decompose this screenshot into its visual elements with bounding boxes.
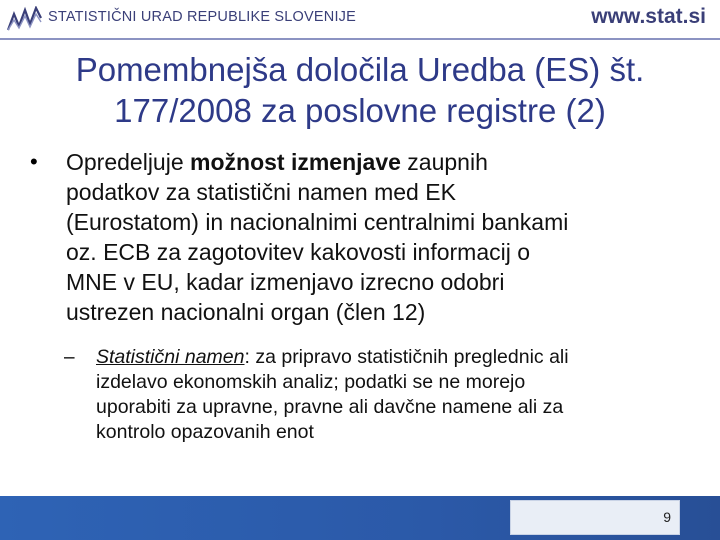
sub-bullet-rest: : za pripravo statističnih preglednic ali — [244, 346, 569, 368]
bullet-line: podatkov za statistični namen med EK — [66, 179, 456, 205]
sub-bullet-line: kontrolo opazovanih enot — [96, 421, 314, 443]
sub-bullet-marker: – — [64, 347, 75, 368]
sub-bullet-line — [96, 345, 702, 370]
bullet-line — [66, 147, 698, 177]
title-line: Pomembnejša določila Uredba (ES) št. — [75, 51, 645, 88]
bullet-prefix: Opredeljuje — [66, 149, 191, 175]
bullet-marker: • — [30, 149, 38, 174]
site-url[interactable]: www.stat.si — [591, 5, 706, 28]
page-number: 9 — [663, 509, 671, 525]
slide-header — [0, 0, 720, 38]
bullet-line: (Eurostatom) in nacionalnimi centralnimi bankami — [66, 209, 569, 235]
bullet-line: MNE v EU, kadar izmenjavo izrecno odobri — [66, 269, 505, 295]
surs-logo-icon — [6, 6, 44, 32]
bullet-line: ustrezen nacionalni organ (člen 12) — [66, 299, 426, 325]
title-line: 177/2008 za poslovne registre (2) — [114, 92, 606, 129]
bullet-line: oz. ECB za zagotovitev kakovosti informacij o — [66, 239, 531, 265]
bullet-text — [66, 147, 698, 327]
bullet-suffix: zaupnih — [400, 149, 488, 175]
org-name: STATISTIČNI URAD REPUBLIKE SLOVENIJE — [48, 9, 357, 25]
page-number-box — [510, 500, 680, 535]
sub-bullet-emphasis: Statistični namen — [96, 346, 245, 368]
sub-bullet-text — [96, 345, 702, 445]
slide-title — [20, 49, 700, 131]
bullet-emphasis: možnost izmenjave — [190, 149, 401, 175]
sub-bullet-line: uporabiti za upravne, pravne ali davčne namene ali za — [96, 396, 564, 418]
header-divider — [0, 38, 720, 40]
sub-bullet-line: izdelavo ekonomskih analiz; podatki se ne morejo — [96, 371, 526, 393]
